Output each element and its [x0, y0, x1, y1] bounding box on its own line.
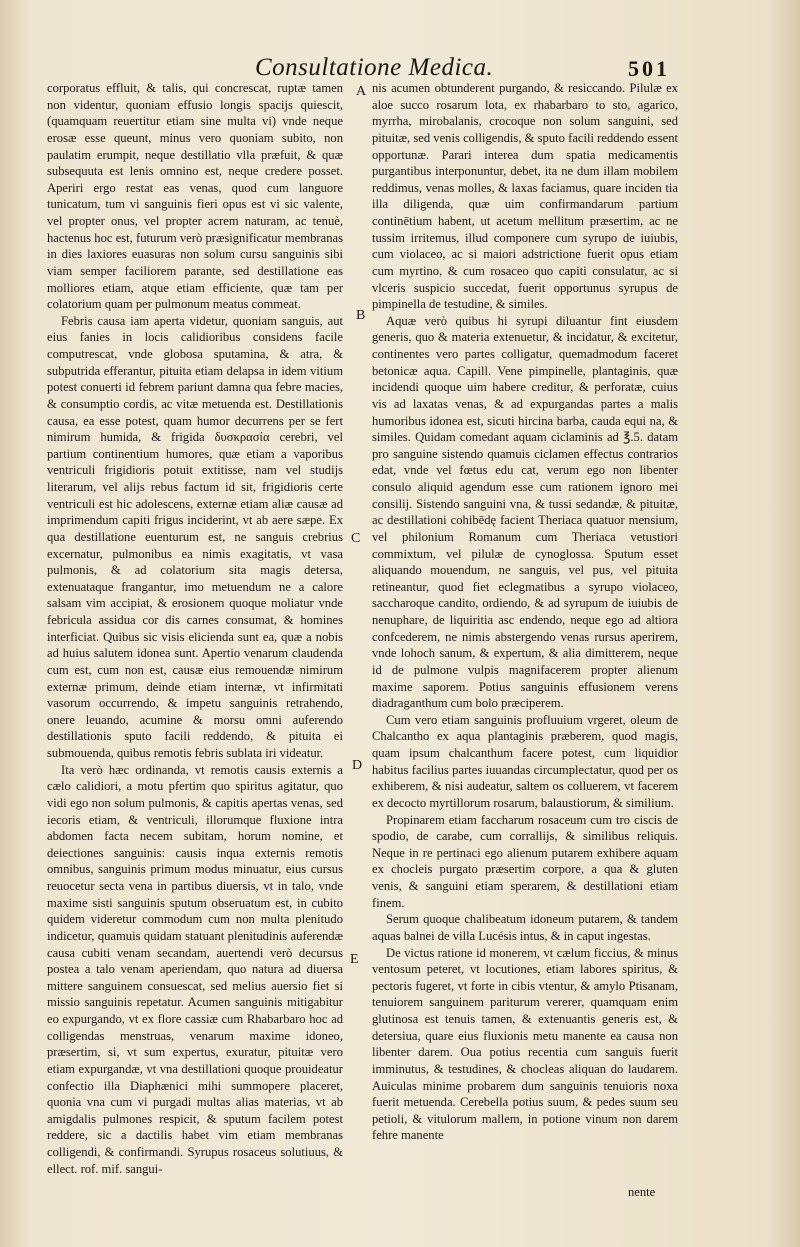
margin-marker-b: B: [356, 308, 366, 323]
paragraph: Serum quoque chalibeatum idoneum putarem, & tandem aquas balnei de villa Lucésis intus, & in caput ingestas.: [372, 912, 678, 943]
right-text-column: [372, 80, 678, 1144]
margin-marker-d: D: [352, 758, 363, 773]
margin-marker-e: E: [350, 952, 359, 967]
paragraph: Propinarem etiam faccharum rosaceum cum tro ciscis de spodio, de carabe, cum corrallijs, & similibus reliquis. Neque in re pertinaci ego alienum putarem exhibere aquam ex chocleis purgato præsertim corpore, a qua & gluten venis, & sanguini etiam sperarem, & destillationi etiam finem.: [372, 812, 678, 910]
paragraph: Febris causa iam aperta videtur, quoniam sanguis, aut eius fanies in locis calidioribus considens facile computrescat, vnde globosa sputamina, & atra, & subputrida efferantur, pituita etiam delapsa in idem vitium potest conuerti id febrem pariunt damna qua febre macies, & consumptio cordis, ac vitæ metuenda est. Destillationis causa, ea esse potest, quam humor decurrens per se fert nimirum humida, & frigida δυσκρασία cerebri, vel partium continentium humores, quæ etiam a vaporibus ventriculi frigidioris potuit extitisse, nam vel studijs literarum, vel alijs rebus factum id sit, frigidioris certe ventriculi est hic adolescens, externæ etiam aliæ causæ ad imprimendum capiti frigus inciderint, vt ab aere sæpe. Ex qua destillatione euenturum est, ne sanguis crebrius excernatur, pulmonibus ea nimis exagitatis, vt vasa pulmonis, & ad colatorium sita magis detersa, extenuataque frangantur, imo metuendum ne a calore salsam vim accipiat, & erosionem quoque moliatur vnde febricula assidua cor dis carnes consumat, & homines interficiat. Quibus sic visis elicienda sunt ea, quæ a nobis ad huius salutem idonea sunt. Apertio venarum claudenda cum est, cum non est, causæ eius remouendæ nimirum externæ primum, deinde etiam internæ, vt infirmitati vasorum occurrendo, & impetu sanguinis retrahendo, onere leuando, acumine & morsu omni auferendo destillationis sputo facili reddendo, & pituita ei submouenda, quibus remotis febris sublata iri videatur.: [47, 313, 343, 760]
margin-marker-c: C: [351, 531, 361, 546]
left-text-column: [47, 80, 343, 1177]
catchword: nente: [628, 1185, 656, 1199]
paragraph: corporatus effluit, & talis, qui concrescat, ruptæ tamen non videntur, quoniam effusio longis spacijs quiescit, (quamquam reuertitur etiam sine multa vi) vnde neque erosæ esse queunt, minus vero quoniam subito, non paulatim erumpit, neque destillatio vlla præfuit, & quæ subsequuta est lenis omnino est, neque credere posset. Aperiri ergo restat eas venas, quod cum languore tunicatum, tum vi sanguinis fieri opus est vi sic valente, vel propter onus, vel propter acrem naturam, ac tenuè, hactenus hoc est, futurum verò præsignificatur membranas in dies laxiores euasuras non solum cursu sanguinis sibi viam semper faciliorem parante, sed destillatione eas molliores etiam, atque etiam efficiente, quæ tam per colatorium quam per pulmonum meatus commeat.: [47, 81, 343, 312]
paragraph: Ita verò hæc ordinanda, vt remotis causis externis a cælo calidiori, a motu pfertim quo spiritus agitatur, quo vidi ego non solum pulmonis, & capitis apertas venas, sed iecoris etiam, & ventriculi, illorumque fluxione intra abdomen facta necem subitam, horum nomine, et deiectiones sanguinis: causis inqua externis remotis omnibus, sanguinis primum modus minuatur, eius cursus reuocetur secta vena in partibus diuersis, vt in talo, vnde maxime sisti sanguinis sputum obseruatum est, in cubito quidem videretur commodum cum non multa plenitudo indicetur, quamuis quidam statuant plenitudinis auferendæ causa cubiti venam secandam, auertendi verò decursus postea a talo venam aperiendam, quo natura ad diuersa mittere sanguinem consuescat, sed melius auersio fiet si missio sanguinis repetatur. Acumen sanguinis mitigabitur eo expurgando, vt ex flore cassiæ cum Rhabarbaro hoc ad colligendas menstruas, venarum maxime idoneo, præsertim, si, vt sum expertus, exuratur, pituitæ vero etiam expurgandæ, vt vna destillationi quoque prouideatur confectio illa Diaphænici mihi summopere placeret, quonia vna cum vi purgadi multas alias materias, vt ab amigdalis pulmones respicit, & sputum facilem potest reddere, sic a dactilis habet vim etiam membranas colligendi, & confirmandi. Syrupus rosaceus solutiuus, & ellect. rof. mif. sangui-: [47, 762, 343, 1176]
margin-marker-a: A: [356, 84, 367, 99]
page-number: 501: [628, 56, 670, 81]
paragraph: Cum vero etiam sanguinis profluuium vrgeret, oleum de Chalcantho ex aqua plantaginis præberem, quod magis, quam ipsum chalcanthum facere potest, cum liquidior habitus facilius partes iuuandas circumplectatur, quod per os exhiberem, & nisi audeatur, saltem os colluerem, vt facerem ex decocto myrtillorum rosarum, balaustiorum, & similium.: [372, 712, 678, 810]
paragraph: Aquæ verò quibus hi syrupi diluantur fint eiusdem generis, quo & materia extenuetur, & incidatur, & excitetur, continentes vero partes colligatur, quemadmodum faceret betonicæ aqua. Capill. Vene pimpinelle, plantaginis, quæ incidendi quoque uim habere creditur, & perforatæ, cuius vis ad laxatas venas, & ad expurgandas partes a malis humoribus idonea est, sicuti hircina barba, cauda equi na, & similes. Quidam comedant aquam ciclaminis ad ℥.5. datam pro sanguine sistendo quamuis ciclamen effectus contrarios edat, vnde vel fœtus edu cat, verum ego non libenter consulo aliquid agendum esse cum rationem ignoro mei consilij. Sistendo sanguini vna, & tussi sedandæ, & pituitæ, ac destillationi cohibēdę facient Theriaca quatuor mensium, vel philonium Romanum cum Theriaca vetustiori commixtum, vel pilulæ de cynoglossa. Sputum esset aliquando mouendum, ne sanguis, vel pus, vel pituita retineantur, quod fiet eclegmatibus a syrupo violaceo, saccharoque candito, ordiendo, & ad syrupum de iuiubis de nenuphare, de liquiritia asc endendo, neque ego ad altiora confcederem, ne nimis abstergendo venas rursus aperirem, vnde lohoch sanum, & expertum, & alia dimitterem, neque id de pulmone vulpis magnifacerem propter alienum maxime saporem. Potius sanguinis effusionem verens diadraganthum cum bolo præciperem.: [372, 313, 678, 711]
running-title: Consultatione Medica.: [255, 54, 494, 81]
paragraph: De victus ratione id monerem, vt cælum ficcius, & minus ventosum peteret, vt locutiones, etiam labores spiritus, & pectoris fugeret, vt forte in cibis vtentur, & amylo Ptisanam, tenuiorem sanguinem pariturum vererer, quamquam enim glutinosa est tenuis tamen, & extenuantis generis est, & detersiua, quare eius fluxionis metu manente ea causa non libenter darem. Oua potius recentia cum sanguis fuerit imminutus, & testudines, & chocleas aliquan do laudarem. Auiculas minime probarem dum sanguinis tenuioris noxa fuerit metuenda. Cerebella potius suum, & pedes suum seu petioli, & vitulorum mallem, in potione vinum non darem fehre manente: [372, 945, 678, 1143]
paragraph: nis acumen obtunderent purgando, & resiccando. Pilulæ ex aloe succo rosarum lota, ex rhabarbaro to sto, agarico, myrrha, mirobalanis, crocoque non solum sanguini, sed pituitæ, sed venis colligendis, & sputo facili reddendo essent opportunæ. Parari interea dum spatia medicamentis purgantibus interponuntur, debet, ita ne dum illam mobilem reddimus, venas molles, & laxas faciamus, quare inciden tia illa diligenda, quæ uim confirmandarum partium continētium habent, ut acetum mellitum præsertim, ac ne tussim irritemus, illud componere cum syrupo de iuiubis, cum violaceo, ac si maiori adstrictione fuerit opus etiam cum myrtino, & cum rosaceo quo capiti consulatur, ac si vlceris suspicio succedat, fuerit opportunus syrupus de pimpinella de testudine, & similes.: [372, 81, 678, 312]
